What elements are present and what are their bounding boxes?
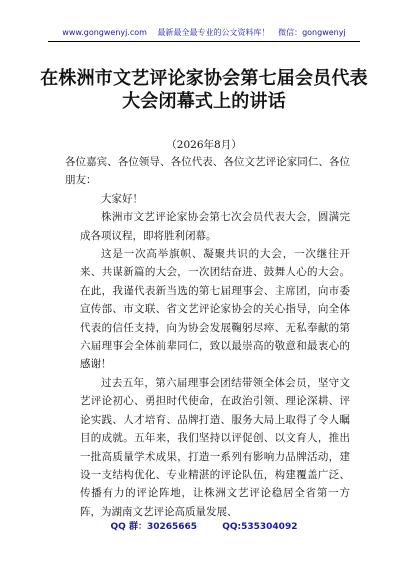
paragraph-2: 这是一次高举旗帜、凝聚共识的大会，一次继往开来、共谋新篇的大会，一次团结奋进、鼓舞人心的大会。在此，我谨代表新当选的第七届理事会、主席团，向市委宣传部、市文联、省文艺评论家协会的关心指导，向全体代表的信任支持，向为协会发展鞠躬尽瘁、无私奉献的第六届理事会全体前辈同仁，致以最崇高的敬意和最衷心的感谢！ <box>80 248 350 371</box>
greeting: 大家好！ <box>101 192 143 205</box>
header-url: www.gongwenyj.com <box>62 28 147 37</box>
footer-qq-group: QQ 群：30265665 <box>110 522 198 532</box>
title-line-1: 在株洲市文艺评论家协会第七届会员代表 <box>40 68 368 89</box>
paragraph-3: 过去五年，第六届理事会团结带领全体会员，坚守文艺评论初心、勇担时代使命，在政治引领、理论深耕、评论实践、人才培育、品牌打造、服务大局上取得了令人瞩目的成就。五年来，我们坚持以评促创、以文育人，推出一批高质量学术成果，打造一系列有影响力品牌活动，建设一支结构优化、专业精湛的评论队伍，构建覆盖广泛、传播有力的评论阵地，让株洲文艺评论稳居全省第一方阵，为湖南文艺评论高质量发展、 <box>80 376 350 518</box>
document-title <box>0 67 408 113</box>
document-date: （2026年8月） <box>166 139 242 151</box>
page-footer <box>0 519 408 532</box>
header-slogan: 最新最全最专业的公文资料库！ <box>157 28 270 37</box>
page-header <box>0 27 408 38</box>
header-rule <box>48 41 360 42</box>
paragraph-1: 株洲市文艺评论家协会第七次会员代表大会，圆满完成各项议程，即将胜利闭幕。 <box>80 211 350 242</box>
salutation: 各位嘉宾、各位领导、各位代表、各位文艺评论家同仁、各位朋友： <box>65 156 350 187</box>
footer-qq: QQ:535304092 <box>222 522 298 532</box>
header-wechat: 微信：gongwenyj <box>278 28 346 37</box>
document-body <box>65 153 350 521</box>
title-line-2: 大会闭幕式上的讲话 <box>122 91 286 112</box>
